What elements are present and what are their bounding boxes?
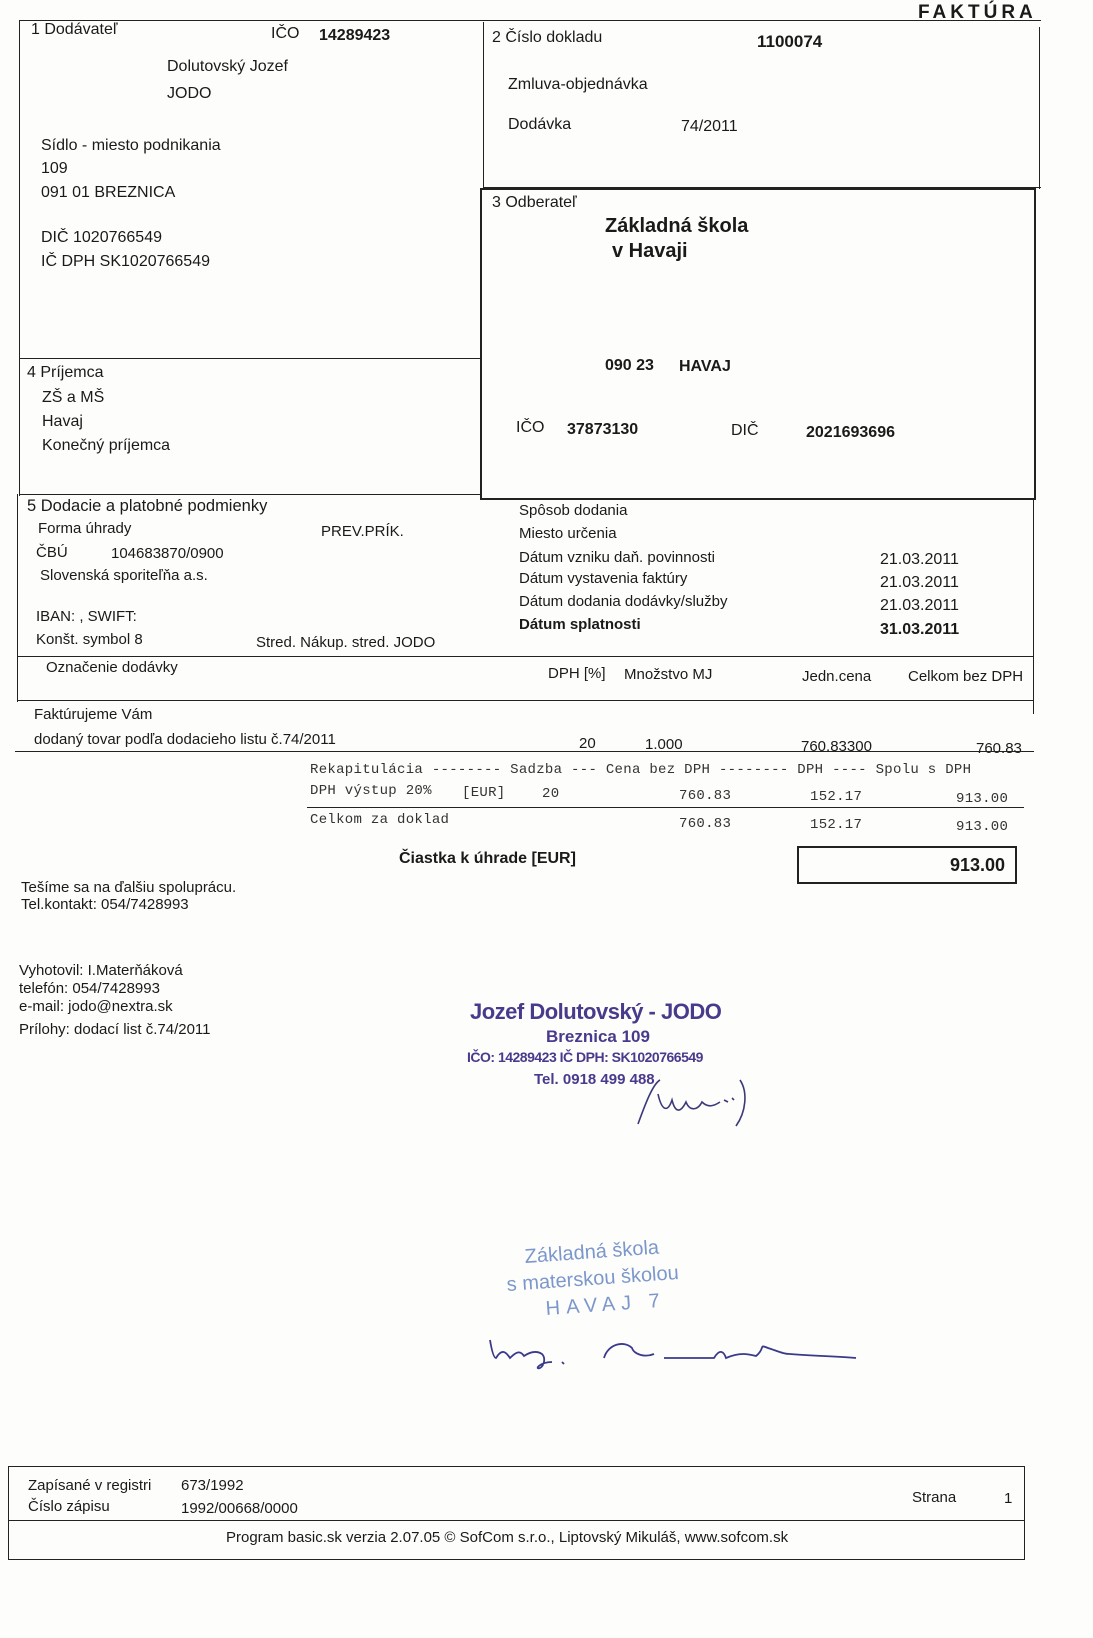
customer-stamp-line2: s materskou školou bbox=[506, 1261, 680, 1296]
recap-sum-vat: 152.17 bbox=[810, 817, 863, 833]
recipient-line3: Konečný príjemca bbox=[42, 437, 171, 454]
recap-row-currency: [EUR] bbox=[462, 785, 506, 801]
supplier-street: 109 bbox=[41, 160, 68, 177]
iban: IBAN: , SWIFT: bbox=[36, 608, 137, 625]
page-value: 1 bbox=[1004, 1490, 1013, 1507]
divider-items-header bbox=[17, 700, 1034, 701]
col-unit-price: Jedn.cena bbox=[802, 668, 872, 685]
divider-supplier-recipient bbox=[19, 358, 481, 359]
program-info: Program basic.sk verzia 2.07.05 © SofCom s.r.o., Liptovský Mikuláš, www.sofcom.sk bbox=[226, 1529, 789, 1546]
customer-stamp-line3: HAVAJ 7 bbox=[545, 1289, 667, 1320]
registry-label: Zapísané v registri bbox=[28, 1477, 152, 1494]
recap-row-vat: 152.17 bbox=[810, 789, 863, 805]
customer-name-line2: v Havaji bbox=[612, 240, 688, 262]
item-unit-price: 760.83300 bbox=[801, 738, 872, 755]
issue-date: 21.03.2011 bbox=[880, 574, 959, 591]
recap-row-total: 913.00 bbox=[956, 791, 1009, 807]
tel-contact: Tel.kontakt: 054/7428993 bbox=[21, 896, 189, 913]
supplier-stamp-line2: Breznica 109 bbox=[546, 1027, 650, 1046]
made-by: Vyhotovil: I.Materňáková bbox=[19, 962, 183, 979]
item-vat: 20 bbox=[579, 735, 596, 752]
supplier-icdph: IČ DPH SK1020766549 bbox=[41, 253, 210, 270]
supply-date-label: Dátum dodania dodávky/služby bbox=[519, 593, 728, 610]
supplier-stamp-line3: IČO: 14289423 IČ DPH: SK1020766549 bbox=[467, 1049, 703, 1065]
customer-box bbox=[480, 188, 1036, 500]
supplier-ico: 14289423 bbox=[319, 27, 391, 44]
issue-date-label: Dátum vystavenia faktúry bbox=[519, 570, 688, 587]
supplier-signature bbox=[628, 1072, 758, 1132]
col-qty: Množstvo MJ bbox=[624, 666, 713, 683]
customer-city: HAVAJ bbox=[679, 358, 731, 375]
attachments: Prílohy: dodací list č.74/2011 bbox=[19, 1021, 211, 1038]
thanks: Tešíme sa na ďalšiu spoluprácu. bbox=[21, 879, 237, 896]
recipient-heading: 4 Príjemca bbox=[27, 364, 104, 381]
divider-vertical bbox=[483, 22, 484, 188]
supplier-city: 091 01 BREZNICA bbox=[41, 184, 176, 201]
amount-due: 913.00 bbox=[950, 855, 1006, 875]
recap-row-rate: 20 bbox=[542, 786, 560, 802]
registry-value: 673/1992 bbox=[181, 1477, 244, 1494]
supplier-name: Dolutovský Jozef bbox=[167, 58, 288, 75]
customer-dic-label: DIČ bbox=[731, 422, 759, 439]
recap-sum-base: 760.83 bbox=[679, 816, 732, 832]
recap-row-base: 760.83 bbox=[679, 788, 732, 804]
terms-left-border bbox=[17, 494, 18, 702]
due-date-label: Dátum splatnosti bbox=[519, 616, 641, 633]
items-intro: Faktúrujeme Vám bbox=[34, 706, 153, 723]
stred: Stred. Nákup. stred. JODO bbox=[256, 634, 436, 651]
col-total: Celkom bez DPH bbox=[908, 668, 1024, 685]
delivery-label: Dodávka bbox=[508, 116, 572, 133]
supplier-ico-label: IČO bbox=[271, 25, 300, 42]
supplier-company: JODO bbox=[167, 85, 212, 102]
footer-divider bbox=[8, 1520, 1025, 1521]
item-qty: 1.000 bbox=[645, 736, 683, 753]
divider-items-bottom bbox=[15, 751, 1034, 752]
supply-date: 21.03.2011 bbox=[880, 597, 959, 614]
cbu-value: 104683870/0900 bbox=[111, 545, 224, 562]
document-heading: 2 Číslo dokladu bbox=[492, 29, 603, 46]
recipient-line1: ZŠ a MŠ bbox=[42, 389, 105, 406]
frame-right-top bbox=[1039, 27, 1040, 189]
customer-zip: 090 23 bbox=[605, 357, 654, 374]
recap-header: Rekapitulácia -------- Sadzba --- Cena bez DPH -------- DPH ---- Spolu s DPH bbox=[310, 762, 972, 778]
divider-recap bbox=[307, 807, 1024, 808]
document-number: 1100074 bbox=[757, 32, 823, 51]
delivery-value: 74/2011 bbox=[681, 118, 738, 135]
tax-date: 21.03.2011 bbox=[880, 551, 959, 568]
terms-right-border bbox=[1033, 498, 1034, 714]
due-date: 31.03.2011 bbox=[880, 621, 960, 638]
tax-date-label: Dátum vzniku daň. povinnosti bbox=[519, 549, 715, 566]
supplier-heading: 1 Dodávateľ bbox=[31, 21, 118, 38]
recap-row-label: DPH výstup 20% bbox=[310, 783, 432, 799]
terms-heading: 5 Dodacie a platobné podmienky bbox=[27, 497, 268, 515]
contract-label: Zmluva-objednávka bbox=[508, 76, 648, 93]
recap-sum-label: Celkom za doklad bbox=[310, 812, 450, 828]
entry-value: 1992/00668/0000 bbox=[181, 1500, 298, 1517]
customer-heading: 3 Odberateľ bbox=[492, 194, 577, 211]
konst-symbol: Konšt. symbol 8 bbox=[36, 631, 143, 648]
entry-label: Číslo zápisu bbox=[28, 1498, 110, 1515]
divider-terms-top bbox=[19, 494, 481, 495]
supplier-seat-label: Sídlo - miesto podnikania bbox=[41, 137, 221, 154]
customer-signature bbox=[484, 1318, 864, 1378]
customer-ico: 37873130 bbox=[567, 421, 639, 438]
divider-terms-bottom bbox=[17, 656, 1034, 657]
payment-value: PREV.PRÍK. bbox=[321, 523, 404, 540]
document-title: FAKTÚRA bbox=[918, 2, 1037, 23]
item-total: 760.83 bbox=[976, 740, 1022, 757]
item-description: dodaný tovar podľa dodacieho listu č.74/2011 bbox=[34, 731, 336, 748]
page-label: Strana bbox=[912, 1489, 957, 1506]
recipient-line2: Havaj bbox=[42, 413, 83, 430]
supplier-dic: DIČ 1020766549 bbox=[41, 229, 162, 246]
supplier-stamp-line1: Jozef Dolutovský - JODO bbox=[470, 999, 722, 1024]
destination: Miesto určenia bbox=[519, 525, 617, 542]
customer-name-line1: Základná škola bbox=[605, 215, 749, 237]
supplier-stamp-line4: Tel. 0918 499 488 bbox=[534, 1071, 655, 1088]
recap-sum-total: 913.00 bbox=[956, 819, 1009, 835]
bank-name: Slovenská sporiteľňa a.s. bbox=[40, 567, 208, 584]
amount-due-label: Čiastka k úhrade [EUR] bbox=[399, 850, 576, 867]
delivery-method: Spôsob dodania bbox=[519, 502, 628, 519]
customer-dic: 2021693696 bbox=[806, 424, 895, 441]
email: e-mail: jodo@nextra.sk bbox=[19, 998, 173, 1015]
payment-label: Forma úhrady bbox=[38, 520, 132, 537]
phone: telefón: 054/7428993 bbox=[19, 980, 160, 997]
col-vat: DPH [%] bbox=[548, 665, 606, 682]
cbu-label: ČBÚ bbox=[36, 544, 68, 561]
customer-ico-label: IČO bbox=[516, 419, 545, 436]
col-description: Označenie dodávky bbox=[46, 659, 178, 676]
customer-stamp-line1: Základná škola bbox=[524, 1236, 660, 1268]
